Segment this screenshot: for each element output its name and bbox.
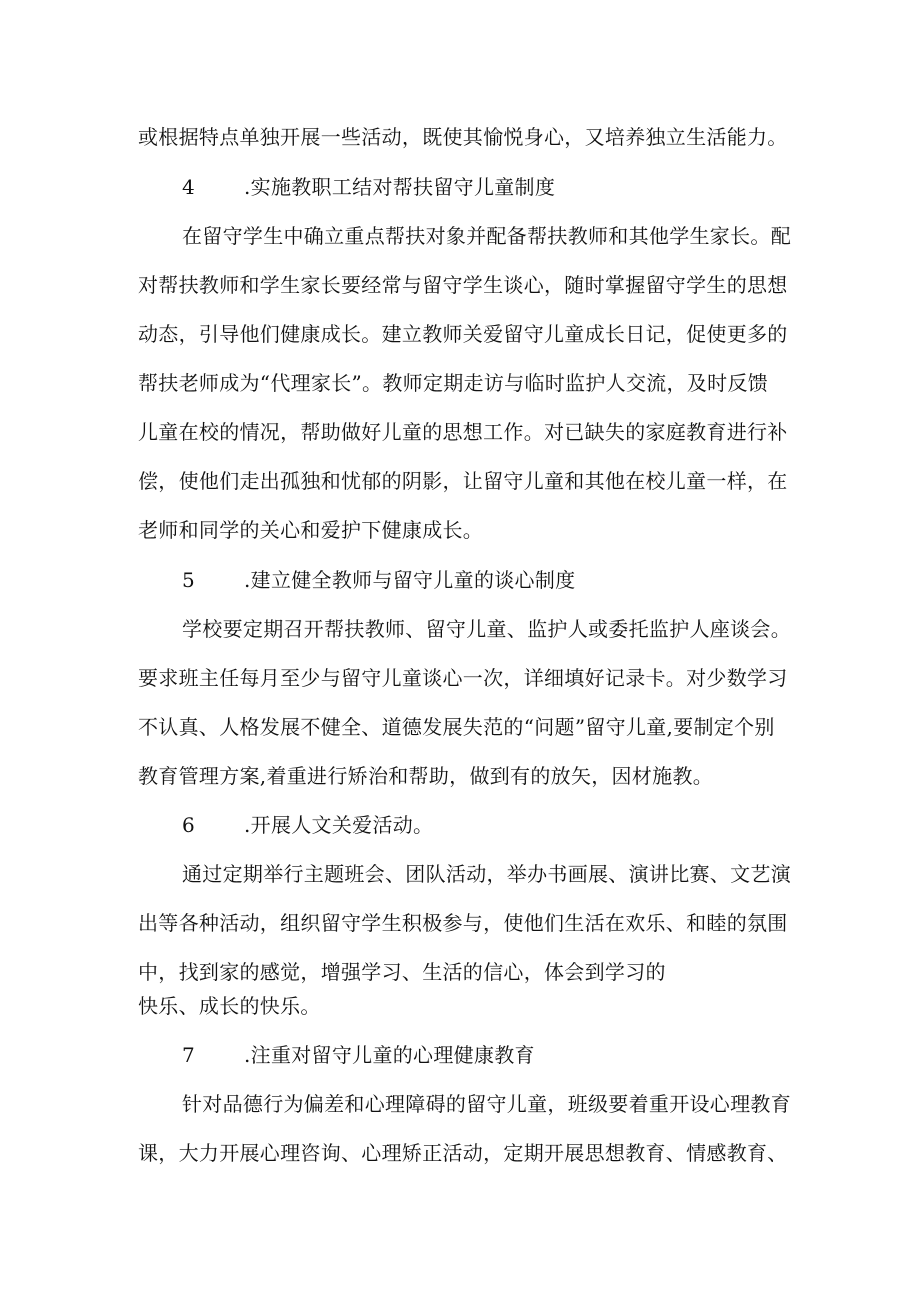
text-line: 或根据特点单独开展一些活动，既使其愉悦身心，又培养独立生活能力。 [138, 125, 788, 149]
section-title: .建立健全教师与留守儿童的谈心制度 [244, 568, 576, 592]
text-line: 儿童在校的情况，帮助做好儿童的思想工作。对已缺失的家庭教育进行补 [138, 420, 788, 444]
text-line: 不认真、人格发展不健全、道德发展失范的“问题”留守儿童,要制定个别 [138, 715, 775, 739]
section-number: 6 [182, 813, 196, 837]
section-heading-6 [182, 813, 920, 837]
section-heading-5 [182, 568, 920, 592]
text-line: 帮扶老师成为“代理家长”。教师定期走访与临时监护人交流，及时反馈 [138, 371, 769, 395]
text-line: 对帮扶教师和学生家长要经常与留守学生谈心，随时掌握留守学生的思想 [138, 273, 788, 297]
text-line: 要求班主任每月至少与留守儿童谈心一次，详细填好记录卡。对少数学习 [138, 666, 788, 690]
text-line: 出等各种活动，组织留守学生积极参与，使他们生活在欢乐、和睦的氛围 [138, 911, 788, 935]
section-title: .注重对留守儿童的心理健康教育 [244, 1043, 535, 1067]
text-line: 教育管理方案,着重进行矫治和帮助，做到有的放矢，因材施教。 [138, 764, 714, 788]
text-line: 偿，使他们走出孤独和忧郁的阴影，让留守儿童和其他在校儿童一样，在 [138, 469, 788, 493]
text-line: 在留守学生中确立重点帮扶对象并配备帮扶教师和其他学生家长。配 [182, 224, 791, 248]
text-line: 通过定期举行主题班会、团队活动，举办书画展、演讲比赛、文艺演 [182, 862, 791, 886]
section-number: 5 [182, 568, 196, 592]
text-line: 课，大力开展心理咨询、心理矫正活动，定期开展思想教育、情感教育、 [138, 1141, 788, 1165]
section-number: 4 [182, 175, 196, 199]
text-line: 针对品德行为偏差和心理障碍的留守儿童，班级要着重开设心理教育 [182, 1092, 791, 1116]
section-heading-4 [182, 175, 920, 199]
text-line: 快乐、成长的快乐。 [138, 994, 321, 1018]
text-line: 学校要定期召开帮扶教师、留守儿童、监护人或委托监护人座谈会。 [182, 617, 791, 641]
section-title: .实施教职工结对帮扶留守儿童制度 [244, 175, 556, 199]
section-title: .开展人文关爱活动。 [244, 813, 434, 837]
section-heading-7 [182, 1043, 920, 1067]
text-line: 老师和同学的关心和爱护下健康成长。 [138, 518, 484, 542]
section-number: 7 [182, 1043, 196, 1067]
text-line: 动态，引导他们健康成长。建立教师关爱留守儿童成长日记，促使更多的 [138, 322, 788, 346]
text-line: 中，找到家的感觉，增强学习、生活的信心，体会到学习的 [138, 960, 666, 984]
